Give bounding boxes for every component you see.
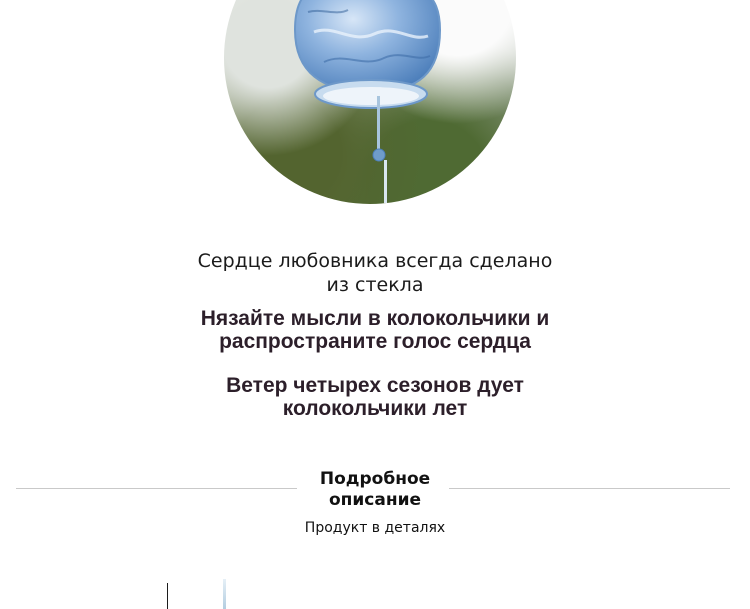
intro-text bbox=[0, 249, 750, 297]
intro-line-1: Сердце любовника всегда сделано bbox=[197, 250, 553, 272]
section-title-line-2: описание bbox=[328, 490, 422, 510]
slogan-two-line-2: колокольчики лет bbox=[282, 397, 468, 420]
wind-chime-photo bbox=[224, 0, 516, 204]
section-subtitle: Продукт в деталях bbox=[304, 520, 446, 536]
slogan-one-line-2: распространите голос сердца bbox=[219, 330, 531, 353]
cropped-image-edge-light bbox=[223, 579, 226, 609]
section-divider-left bbox=[16, 488, 297, 489]
cropped-image-edge-dark bbox=[167, 583, 168, 609]
glass-bell-icon bbox=[224, 0, 516, 204]
slogan-heading-two bbox=[0, 374, 750, 420]
intro-line-2: из стекла bbox=[326, 274, 424, 296]
section-divider-right bbox=[449, 488, 730, 489]
slogan-one-line-1: Нязайте мысли в колокольчики и bbox=[200, 307, 550, 330]
section-title bbox=[290, 469, 460, 511]
section-title-line-1: Подробное bbox=[319, 469, 431, 489]
slogan-heading-one bbox=[0, 307, 750, 353]
slogan-two-line-1: Ветер четырех сезонов дует bbox=[226, 374, 524, 397]
